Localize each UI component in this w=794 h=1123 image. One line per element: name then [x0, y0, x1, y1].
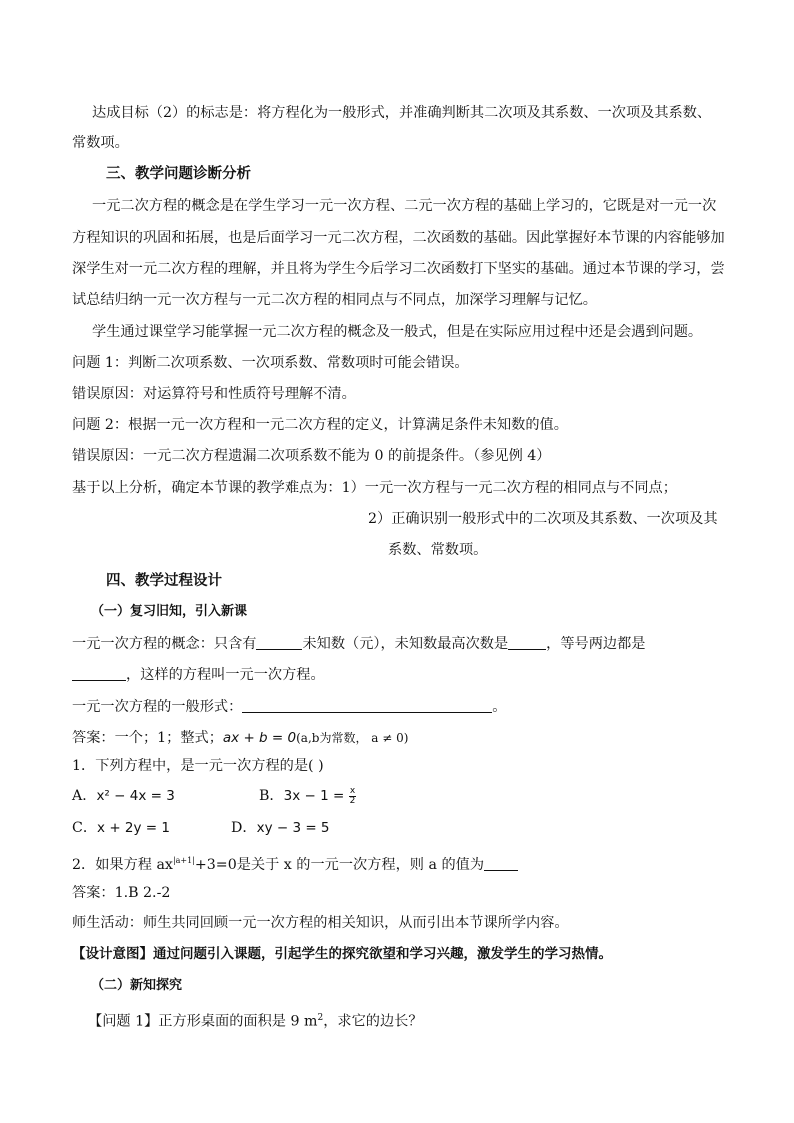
fill-blank-1[interactable]	[256, 635, 302, 650]
option-c	[72, 818, 170, 838]
paragraph-students: 学生通过课堂学习能掌握一元二次方程的概念及一般式，但是在实际应用过程中还是会遇到问题。	[92, 324, 703, 340]
option-c-formula: x + 2y = 1	[97, 820, 170, 836]
problem-1: 问题 1：判断二次项系数、一次项系数、常数项时可能会错误。	[72, 355, 469, 371]
option-b-formula: 3x − 1 =	[283, 788, 345, 804]
problem-2: 问题 2：根据一元一次方程和一元二次方程的定义，计算满足条件未知数的值。	[72, 417, 568, 433]
exercise-2-text-1: 2．如果方程 ax	[72, 857, 173, 873]
answer-line-1	[72, 728, 408, 748]
problem-1-exponent: 2	[317, 1013, 324, 1023]
problem-1-end: ，求它的边长？	[323, 1013, 423, 1030]
general-form-end: 。	[492, 699, 507, 715]
subheading-new-knowledge: （二）新知探究	[91, 978, 183, 993]
concept-text-4: ，这样的方程叫一元一次方程。	[126, 667, 325, 683]
fill-blank-3[interactable]	[72, 666, 126, 681]
answer-text: 答案：一个；1；整式；	[72, 730, 223, 746]
concept-text-3: ，等号两边都是	[546, 636, 646, 652]
concept-text-1: 一元一次方程的概念：只含有	[72, 636, 257, 652]
fill-blank-2[interactable]	[508, 635, 546, 650]
exercise-1: 1．下列方程中，是一元一次方程的是( )	[72, 758, 324, 774]
option-a	[72, 786, 175, 806]
difficulty-1: 基于以上分析，确定本节课的教学难点为：1）一元一次方程与一元二次方程的相同点与不同点；	[72, 480, 677, 496]
option-a-label: A．	[72, 788, 97, 804]
fill-blank-4[interactable]	[242, 698, 492, 713]
paragraph-goal-2-cont: 常数项。	[72, 135, 129, 151]
paragraph-diagnosis-1: 一元二次方程的概念是在学生学习一元一次方程、二元一次方程的基础上学习的，它既是对一元一次	[92, 198, 717, 214]
exercise-2-exponent: |a+1|	[172, 856, 195, 865]
paragraph-diagnosis-4: 试总结归纳一元一次方程与一元二次方程的相同点与不同点，加深学习理解与记忆。	[72, 292, 597, 308]
paragraph-goal-2: 达成目标（2）的标志是：将方程化为一般形式，并准确判断其二次项及其系数、一次项及其系数、	[92, 105, 712, 121]
teacher-student-activity: 师生活动：师生共同回顾一元一次方程的相关知识，从而引出本节课所学内容。	[72, 915, 569, 931]
concept-question-line2	[72, 665, 325, 685]
paragraph-diagnosis-3: 深学生对一元二次方程的理解，并且将为学生今后学习二次函数打下坚实的基础。通过本节课的学习，尝	[72, 261, 725, 277]
subheading-review: （一）复习旧知，引入新课	[91, 604, 248, 619]
section-heading-three: 三、教学问题诊断分析	[106, 165, 251, 182]
difficulty-2: 2）正确识别一般形式中的二次项及其系数、一次项及其	[368, 511, 718, 527]
problem-1-text: 【问题 1】正方形桌面的面积是 9 m	[88, 1013, 318, 1030]
answer-formula: ax + b = 0	[222, 730, 297, 746]
section-heading-four: 四、教学过程设计	[106, 572, 222, 589]
problem-statement-1	[88, 1008, 423, 1032]
option-d	[231, 818, 330, 838]
fraction-denominator: 2	[349, 795, 356, 806]
design-intent: 【设计意图】通过问题引入课题，引起学生的探究欲望和学习兴趣，激发学生的学习热情。	[72, 946, 612, 962]
error-reason-2: 错误原因：一元二次方程遗漏二次项系数不能为 0 的前提条件。（参见例 4）	[72, 448, 551, 464]
option-b	[259, 786, 356, 806]
general-form-text: 一元一次方程的一般形式：	[72, 699, 243, 715]
concept-question-line1	[72, 634, 646, 654]
exercise-2-text-2: +3=0是关于 x 的一元一次方程，则 a 的值为	[194, 857, 485, 873]
difficulty-2-cont: 系数、常数项。	[388, 542, 488, 558]
error-reason-1: 错误原因：对运算符号和性质符号理解不清。	[72, 386, 356, 402]
answer-condition: (a,b为常数， a ≠ 0)	[296, 731, 409, 745]
option-a-formula: x² − 4x = 3	[96, 788, 175, 804]
option-b-label: B．	[259, 788, 284, 804]
fill-blank-5[interactable]	[484, 856, 518, 871]
concept-text-2: 未知数（元），未知数最高次数是	[302, 636, 509, 652]
general-form-question	[72, 697, 506, 717]
option-d-label: D．	[231, 820, 257, 836]
option-c-label: C．	[72, 820, 98, 836]
option-d-formula: xy − 3 = 5	[256, 820, 330, 836]
fraction-numerator: x	[349, 785, 356, 796]
answer-line-2: 答案：1.B 2.-2	[72, 885, 171, 901]
exercise-2	[72, 851, 518, 875]
option-b-fraction	[349, 787, 356, 806]
paragraph-diagnosis-2: 方程知识的巩固和拓展，也是后面学习一元二次方程，二次函数的基础。因此掌握好本节课的内容能够加	[72, 230, 725, 246]
